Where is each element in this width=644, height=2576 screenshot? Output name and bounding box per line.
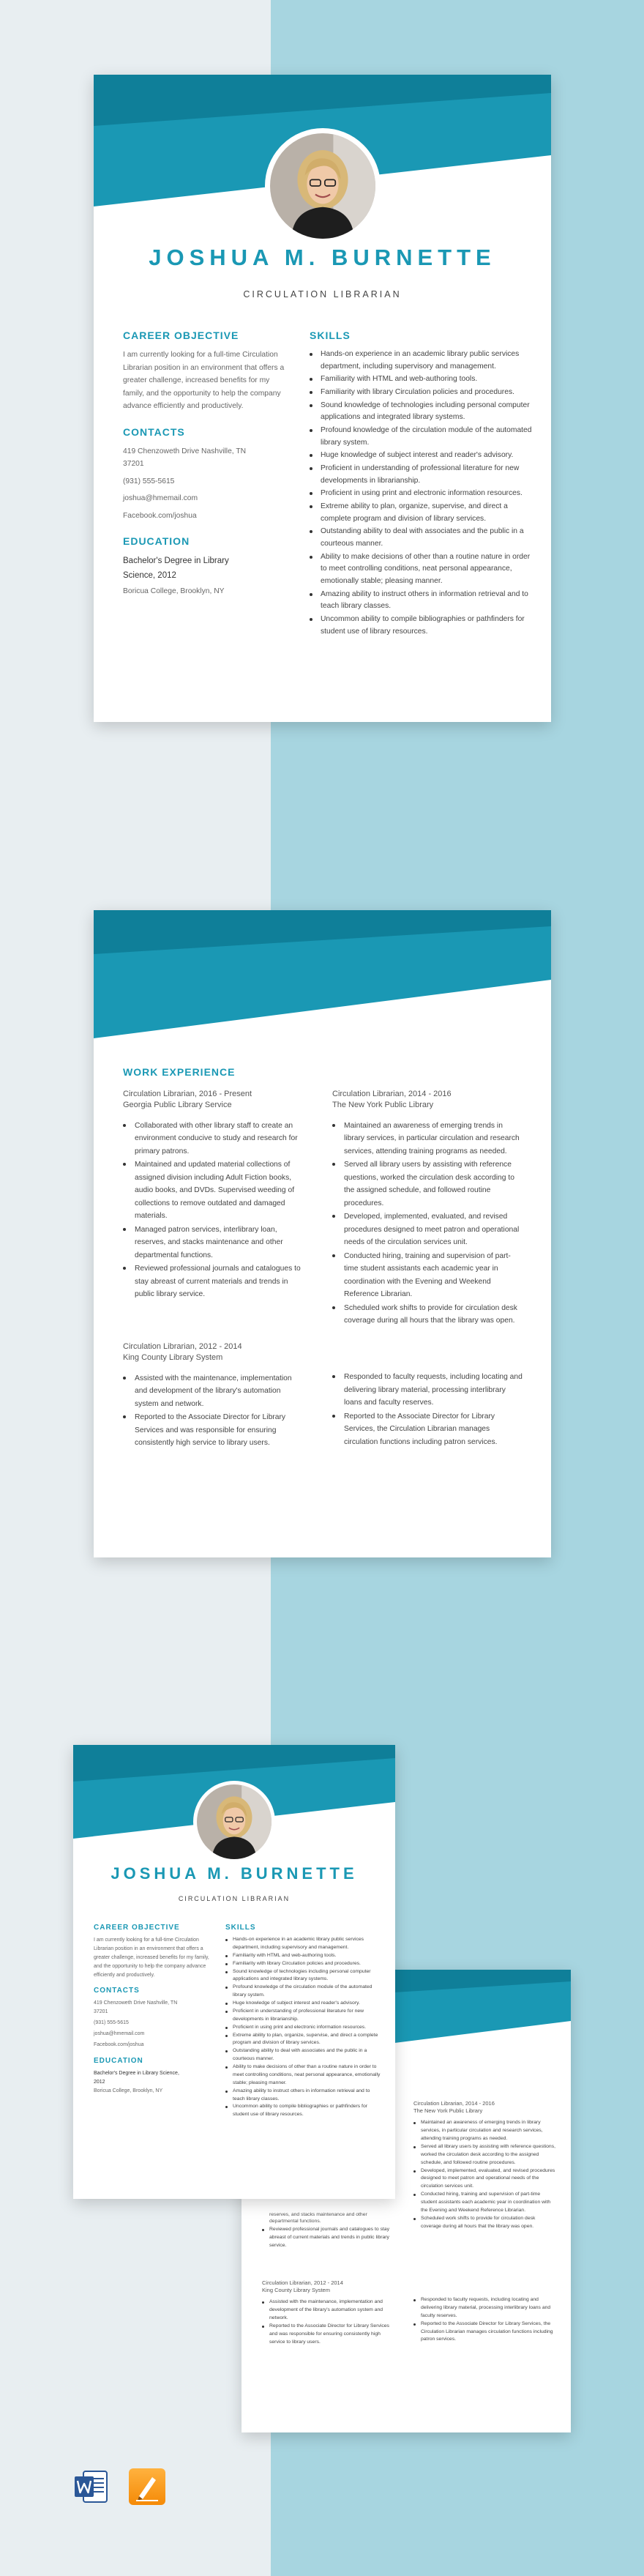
profile-photo: [265, 128, 381, 244]
list-item: Extreme ability to plan, organize, supervise, and direct a complete program and division of library services.: [310, 501, 533, 525]
job-title: Circulation Librarian, 2014 - 2016: [413, 2100, 495, 2107]
contacts-heading: CONTACTS: [123, 425, 185, 438]
list-item: Profound knowledge of the circulation module of the automated library system.: [310, 425, 533, 449]
list-item: Conducted hiring, training and supervision of part-time student assistants each academic year in coordination with the Evening and Weekend Reference Librarian.: [413, 2191, 556, 2215]
job-title: Circulation Librarian, 2012 - 2014: [262, 2279, 343, 2286]
mini-job-3: [262, 2279, 397, 2347]
portrait-image: [197, 1784, 272, 1859]
contact-phone: (931) 555-5615: [123, 477, 175, 485]
mini-page-1: [73, 1745, 395, 2199]
left-column: [123, 330, 291, 598]
word-icon: [73, 2468, 110, 2505]
candidate-name: JOSHUA M. BURNETTE: [111, 1864, 358, 1883]
list-item: Assisted with the maintenance, implementation and development of the library's automation system and network.: [262, 2298, 397, 2323]
mini-job-1-tail: [262, 2211, 397, 2250]
list-item: Responded to faculty requests, including locating and delivering library material, processing interlibrary loans and faculty reserves.: [332, 1371, 523, 1410]
education-degree: Bachelor's Degree in Library Science, 2012: [123, 556, 229, 580]
list-item: Hands-on experience in an academic library public services department, including supervisory and management.: [225, 1936, 383, 1952]
job-employer: King County Library System: [123, 1352, 223, 1362]
work-experience: [123, 1066, 533, 1087]
candidate-name: JOSHUA M. BURNETTE: [149, 245, 496, 270]
job-employer: King County Library System: [262, 2287, 330, 2294]
mini-job-2: [413, 2100, 556, 2231]
candidate-title: CIRCULATION LIBRARIAN: [243, 289, 402, 299]
portrait-image: [270, 133, 375, 239]
job-employer: Georgia Public Library Service: [123, 1100, 232, 1109]
job-1: [123, 1089, 306, 1302]
job-employer: The New York Public Library: [332, 1100, 434, 1109]
contacts-heading: CONTACTS: [94, 1987, 140, 1995]
job-bullets: [123, 1372, 306, 1450]
contact-email: joshua@hmemail.com: [123, 494, 198, 502]
list-item: Scheduled work shifts to provide for circulation desk coverage during all hours that the library was open.: [413, 2215, 556, 2231]
career-objective-text: I am currently looking for a full-time Circulation Librarian position in an environment that offers a greater challenge, increased benefits for my family, and the opportunity to help the company advance efficiently and productively.: [123, 351, 285, 410]
list-item: Huge knowledge of subject interest and reader's advisory.: [310, 450, 533, 462]
education-heading: EDUCATION: [123, 535, 190, 547]
list-item: Conducted hiring, training and supervision of part-time student assistants each academic year in coordination with the Evening and Weekend Reference Librarian.: [332, 1250, 523, 1301]
job-bullets: [413, 2119, 556, 2230]
resume-page-1: [94, 75, 551, 722]
job-bullets: [332, 1120, 523, 1328]
list-item: Sound knowledge of technologies including personal computer applications and integrated library systems.: [225, 1968, 383, 1984]
list-item: Collaborated with other library staff to create an environment conducive to study and research for primary patrons.: [123, 1120, 306, 1158]
list-item: Proficient in using print and electronic information resources.: [225, 2024, 383, 2032]
list-item: Served all library users by assisting with reference questions, worked the circulation desk according to the assigned schedule, and followed routine procedures.: [332, 1158, 523, 1210]
contact-address: 419 Chenzoweth Drive Nashville, TN 37201: [123, 447, 247, 468]
list-item: Familiarity with HTML and web-authoring tools.: [225, 1952, 383, 1960]
list-item: Familiarity with library Circulation policies and procedures.: [225, 1960, 383, 1968]
list-item: Assisted with the maintenance, implementation and development of the library's automation system and network.: [123, 1372, 306, 1411]
job-3: [123, 1341, 306, 1451]
candidate-title: CIRCULATION LIBRARIAN: [178, 1895, 291, 1902]
job-bullets: [123, 1120, 306, 1301]
list-item: Proficient in understanding of professional literature for new developments in librarianship.: [310, 463, 533, 487]
job-2: [332, 1089, 523, 1328]
profile-photo: [193, 1781, 275, 1863]
job-title: Circulation Librarian, 2012 - 2014: [123, 1342, 242, 1351]
list-item: Huge knowledge of subject interest and reader's advisory.: [225, 2000, 383, 2008]
job-bullets: [413, 2296, 556, 2344]
list-item: Maintained an awareness of emerging trends in library services, in particular circulation and research services, attending training programs as needed.: [413, 2119, 556, 2143]
list-item: Outstanding ability to deal with associates and the public in a courteous manner.: [225, 2047, 383, 2063]
career-objective-text: I am currently looking for a full-time Circulation Librarian position in an environment that offers a greater challenge, increased benefits for my family, and the opportunity to help the company advance efficiently and productively.: [94, 1937, 209, 1978]
skills-heading: SKILLS: [310, 330, 351, 341]
list-item: Sound knowledge of technologies including personal computer applications and integrated library systems.: [310, 400, 533, 424]
list-item: Uncommon ability to compile bibliographies or pathfinders for student use of library resources.: [225, 2103, 383, 2119]
job-title: Circulation Librarian, 2014 - 2016: [332, 1090, 452, 1098]
career-objective-heading: CAREER OBJECTIVE: [94, 1924, 180, 1932]
job-bullets: [332, 1371, 523, 1448]
list-item: Managed patron services, interlibrary loan, reserves, and stacks maintenance and other departmental functions.: [123, 1224, 306, 1262]
job-4: [332, 1341, 523, 1449]
list-item: Maintained and updated material collections of assigned division including Adult Fiction books, audio books, and DVDs. Supervised weeding of collections to remove outdated and damaged materials.: [123, 1158, 306, 1223]
skills-heading: SKILLS: [225, 1924, 256, 1932]
pages-icon: [129, 2468, 165, 2505]
job-tail-1: reserves, and stacks maintenance and other departmental functions.: [269, 2212, 367, 2225]
contact-address: 419 Chenzoweth Drive Nashville, TN 37201: [94, 2000, 178, 2015]
right-column: [225, 1924, 383, 2119]
list-item: Developed, implemented, evaluated, and revised procedures designed to meet patron and operational needs of the circulation services unit.: [413, 2167, 556, 2192]
right-column: [310, 330, 533, 639]
list-item: Ability to make decisions of other than a routine nature in order to meet controlling conditions, neat personal appearance, emotionally stable; pleasing manner.: [310, 551, 533, 588]
list-item: Served all library users by assisting with reference questions, worked the circulation desk according to the assigned schedule, and followed routine procedures.: [413, 2143, 556, 2167]
career-objective-heading: CAREER OBJECTIVE: [123, 330, 239, 341]
list-item: Developed, implemented, evaluated, and revised procedures designed to meet patron and operational needs of the circulation services unit.: [332, 1210, 523, 1249]
list-item: Reported to the Associate Director for Library Services and was responsible for ensuring consistently high service to library users.: [262, 2323, 397, 2347]
skills-list: [225, 1936, 383, 2119]
skills-list: [310, 349, 533, 638]
list-item: Familiarity with library Circulation policies and procedures.: [310, 387, 533, 399]
work-experience-heading: WORK EXPERIENCE: [123, 1066, 236, 1078]
list-item: Reviewed professional journals and catalogues to stay abreast of current materials and trends in public library service.: [262, 2226, 397, 2250]
education-heading: EDUCATION: [94, 2056, 143, 2065]
job-employer: The New York Public Library: [413, 2107, 483, 2115]
job-bullets: [262, 2298, 397, 2346]
list-item: Reported to the Associate Director for Library Services and was responsible for ensuring consistently high service to library users.: [123, 1411, 306, 1450]
mini-job-4: [413, 2292, 556, 2344]
list-item: Uncommon ability to compile bibliographies or pathfinders for student use of library resources.: [310, 614, 533, 638]
contact-facebook: Facebook.com/joshua: [123, 511, 197, 520]
job-title: Circulation Librarian, 2016 - Present: [123, 1090, 252, 1098]
list-item: Maintained an awareness of emerging trends in library services, in particular circulation and research services, attending training programs as needed.: [332, 1120, 523, 1158]
list-item: Familiarity with HTML and web-authoring tools.: [310, 373, 533, 386]
job-bullets: [262, 2226, 397, 2250]
list-item: Responded to faculty requests, including locating and delivering library material, processing interlibrary loans and faculty reserves.: [413, 2296, 556, 2320]
list-item: Extreme ability to plan, organize, supervise, and direct a complete program and division of library services.: [225, 2032, 383, 2048]
list-item: Reviewed professional journals and catalogues to stay abreast of current materials and trends in public library service.: [123, 1262, 306, 1301]
resume-page-2: [94, 910, 551, 1557]
list-item: Profound knowledge of the circulation module of the automated library system.: [225, 1984, 383, 2000]
list-item: Proficient in using print and electronic information resources.: [310, 488, 533, 500]
contact-email: joshua@hmemail.com: [94, 2031, 145, 2037]
contact-facebook: Facebook.com/joshua: [94, 2042, 144, 2048]
list-item: Amazing ability to instruct others in information retrieval and to teach library classes.: [225, 2088, 383, 2104]
list-item: Hands-on experience in an academic library public services department, including supervisory and management.: [310, 349, 533, 373]
education-school: Boricua College, Brooklyn, NY: [123, 587, 225, 596]
list-item: Amazing ability to instruct others in information retrieval and to teach library classes.: [310, 589, 533, 613]
list-item: Reported to the Associate Director for Library Services, the Circulation Librarian manages circulation functions including patron services.: [413, 2320, 556, 2345]
list-item: Proficient in understanding of professional literature for new developments in librarianship.: [225, 2008, 383, 2024]
list-item: Reported to the Associate Director for Library Services, the Circulation Librarian manages circulation functions including patron services.: [332, 1410, 523, 1449]
contact-phone: (931) 555-5615: [94, 2020, 129, 2026]
education-school: Boricua College, Brooklyn, NY: [94, 2088, 163, 2093]
list-item: Outstanding ability to deal with associates and the public in a courteous manner.: [310, 526, 533, 550]
list-item: Ability to make decisions of other than a routine nature in order to meet controlling conditions, neat personal appearance, emotionally stable; pleasing manner.: [225, 2063, 383, 2088]
header-banner: [94, 910, 551, 1042]
education-degree: Bachelor's Degree in Library Science, 2012: [94, 2070, 179, 2085]
list-item: Scheduled work shifts to provide for circulation desk coverage during all hours that the library was open.: [332, 1302, 523, 1328]
left-column: [94, 1924, 214, 2096]
